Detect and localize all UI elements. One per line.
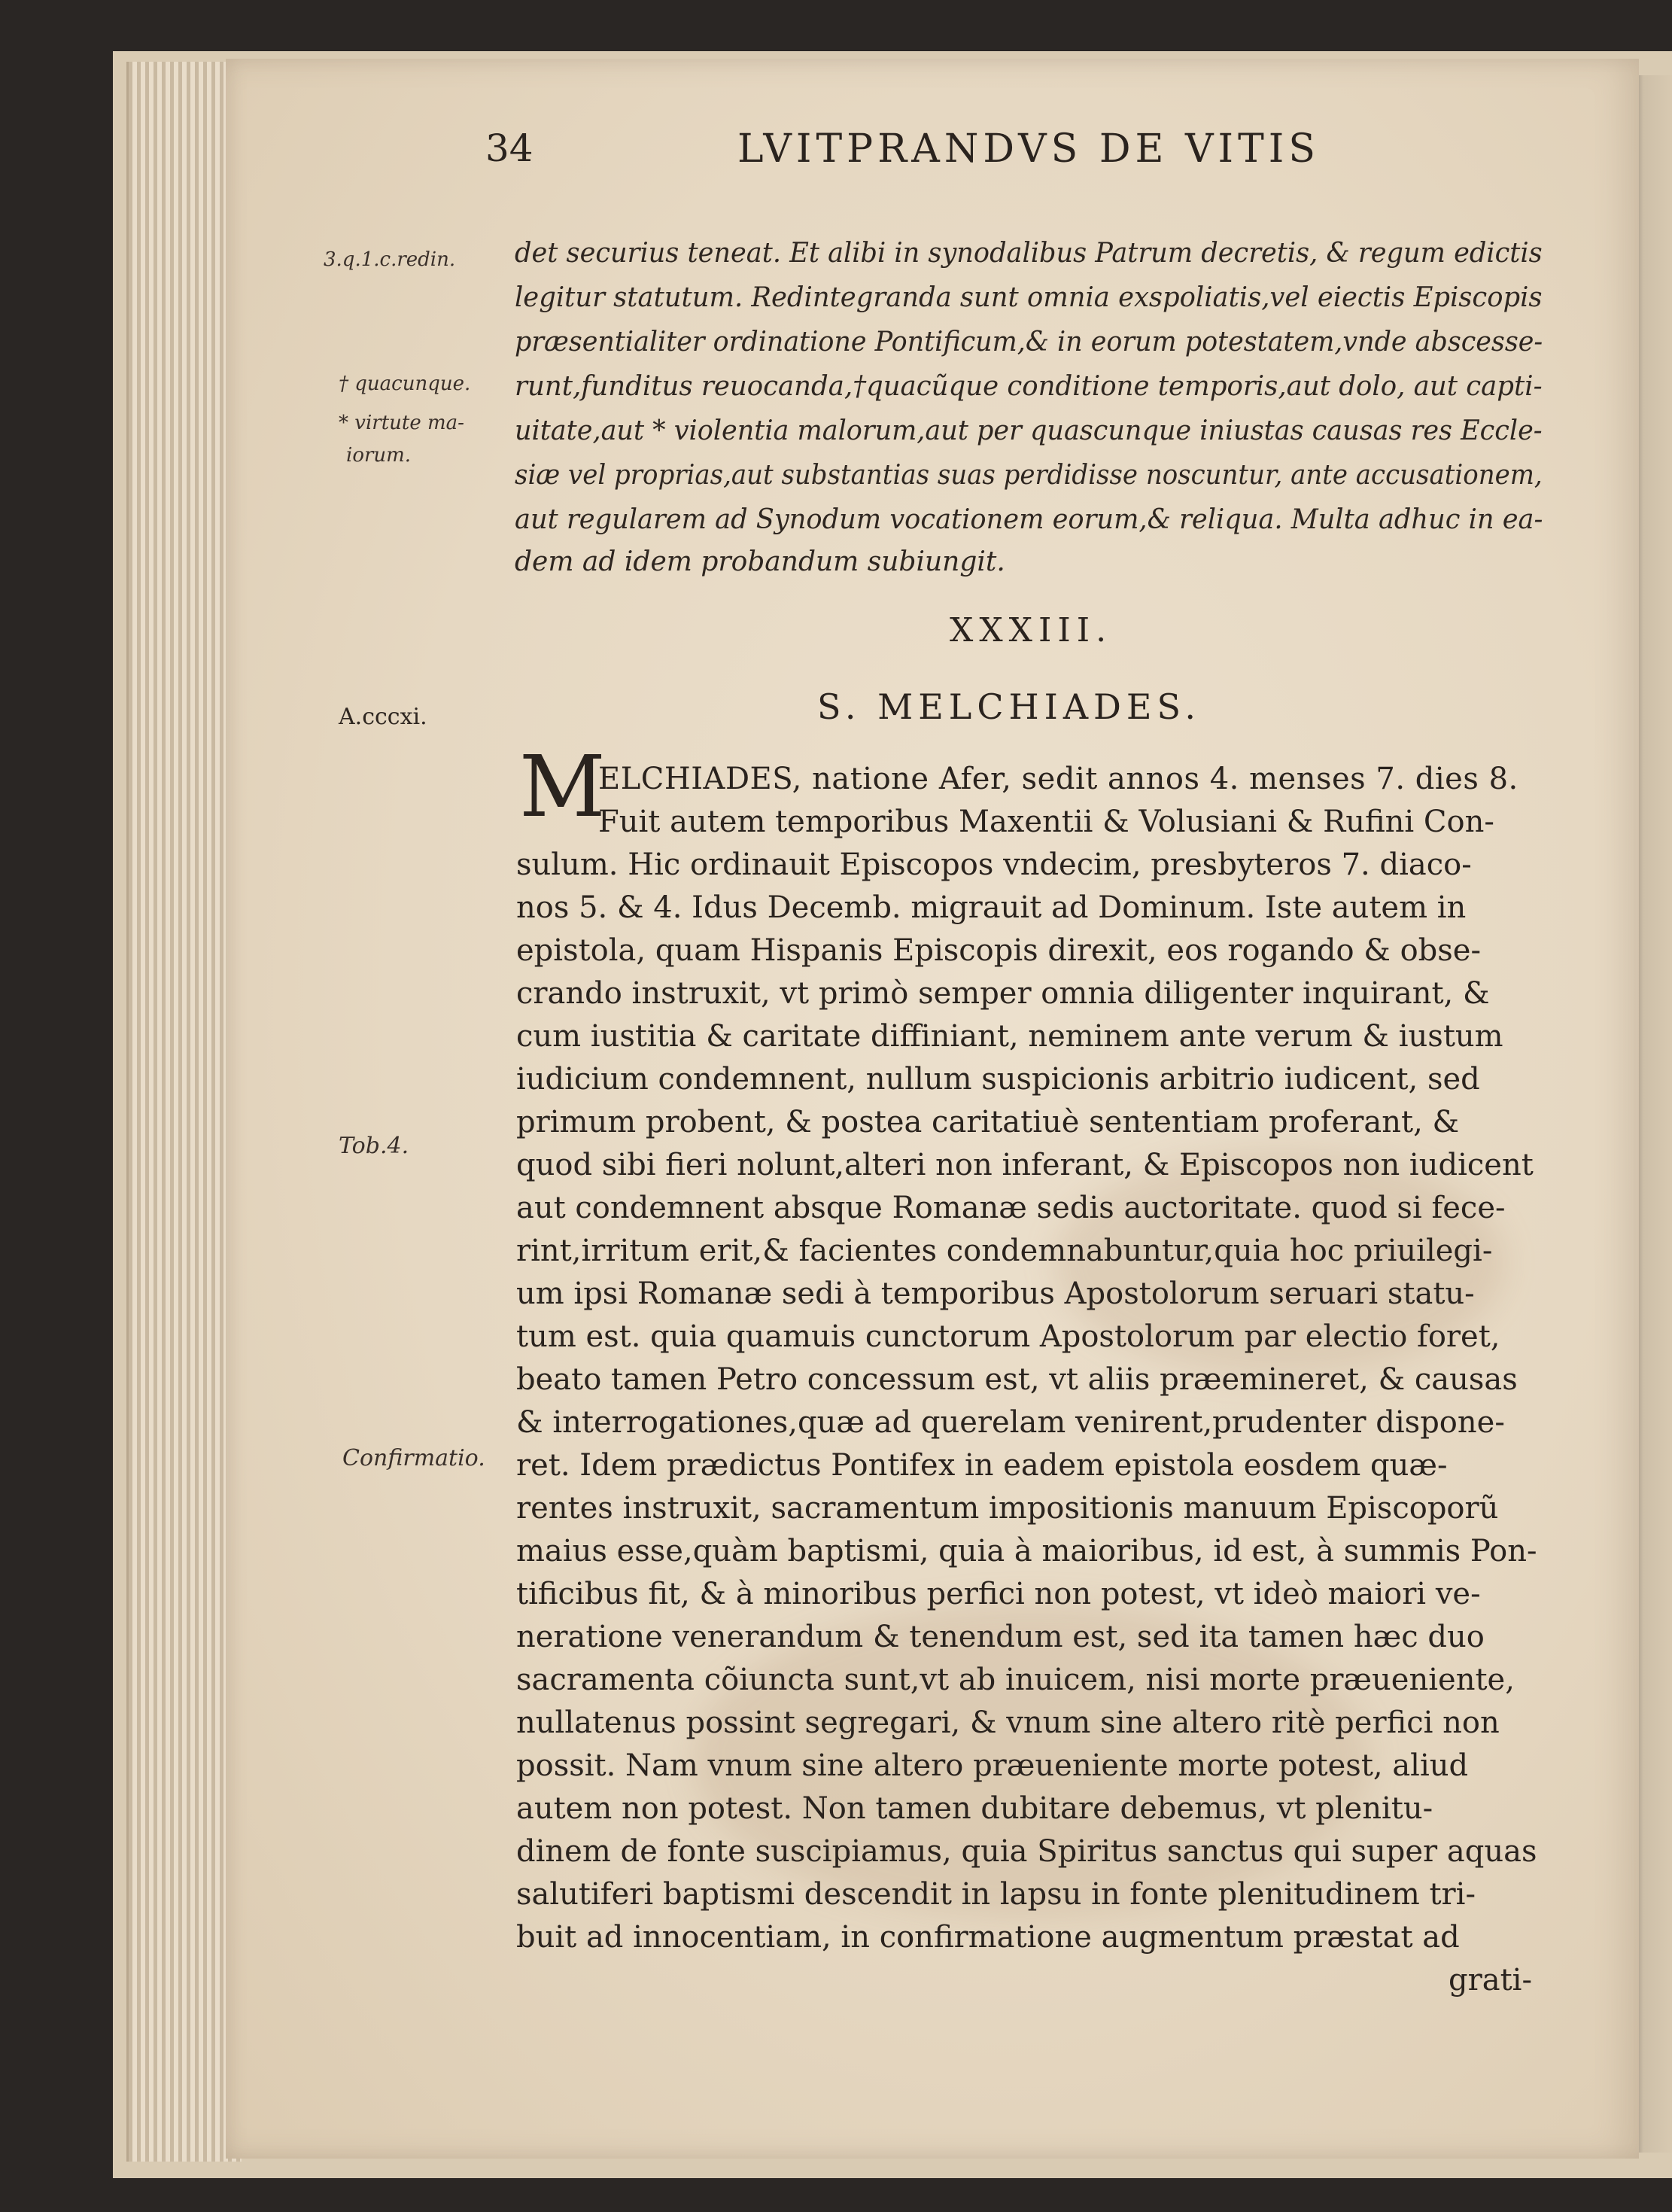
- body-line: quod sibi fieri nolunt,alteri non inferant, & Episcopos non iudicent: [516, 1148, 1534, 1182]
- body-line: aut condemnent absque Romanæ sedis auctoritate. quod si fece-: [516, 1191, 1506, 1225]
- body-line: rentes instruxit, sacramentum impositionis manuum Episcoporũ: [516, 1491, 1499, 1526]
- body-line: maius esse,quàm baptismi, quia à maioribus, id est, à summis Pon-: [516, 1534, 1537, 1568]
- italic-line: siæ vel proprias,aut substantias suas perdidisse noscuntur, ante accusationem,: [515, 460, 1543, 491]
- page-edges: [126, 62, 242, 2162]
- body-line: nullatenus possint segregari, & vnum sine altero ritè perfici non: [516, 1705, 1500, 1740]
- body-line: buit ad innocentiam, in confirmatione augmentum præstat ad: [516, 1920, 1460, 1955]
- body-line: autem non potest. Non tamen dubitare debemus, vt plenitu-: [516, 1791, 1433, 1826]
- body-line: um ipsi Romanæ sedi à temporibus Apostolorum seruari statu-: [516, 1276, 1475, 1311]
- margin-note-quacunque: † quacunque.: [339, 373, 471, 395]
- body-line: cum iustitia & caritate diffiniant, neminem ante verum & iustum: [516, 1019, 1503, 1054]
- catchword: grati-: [1449, 1963, 1532, 1997]
- body-line: primum probent, & postea caritatiuè sententiam proferant, &: [516, 1105, 1460, 1139]
- body-line: rint,irritum erit,& facientes condemnabuntur,quia hoc priuilegi-: [516, 1234, 1493, 1268]
- italic-line: præsentialiter ordinatione Pontificum,& in eorum potestatem,vnde abscesse-: [515, 327, 1543, 358]
- margin-note-virtute: * virtute ma-: [339, 412, 464, 434]
- italic-line: dem ad idem probandum subiungit.: [515, 546, 1005, 577]
- body-line: ELCHIADES, natione Afer, sedit annos 4. menses 7. dies 8.: [598, 762, 1518, 796]
- chapter-title: S. MELCHIADES.: [817, 686, 1202, 727]
- body-line: possit. Nam vnum sine altero præueniente morte potest, aliud: [516, 1748, 1469, 1783]
- body-line: sacramenta cõiuncta sunt,vt ab inuicem, nisi morte præueniente,: [516, 1663, 1515, 1697]
- italic-line: legitur statutum. Redintegranda sunt omnia exspoliatis,vel eiectis Episcopis: [515, 282, 1543, 313]
- body-line: crando instruxit, vt primò semper omnia diligenter inquirant, &: [516, 976, 1490, 1011]
- margin-note-tobias: Tob.4.: [339, 1133, 409, 1159]
- body-line: dinem de fonte suscipiamus, quia Spiritus sanctus qui super aquas: [516, 1834, 1537, 1869]
- italic-line: det securius teneat. Et alibi in synodalibus Patrum decretis, & regum edictis: [515, 238, 1543, 269]
- margin-note-reference: 3.q.1.c.redin.: [324, 248, 456, 271]
- body-line: tificibus fit, & à minoribus perfici non potest, vt ideò maiori ve-: [516, 1577, 1481, 1611]
- body-line: ret. Idem prædictus Pontifex in eadem epistola eosdem quæ-: [516, 1448, 1448, 1483]
- body-line: Fuit autem temporibus Maxentii & Volusiani & Rufini Con-: [598, 805, 1494, 839]
- margin-note-iorum: iorum.: [346, 444, 412, 467]
- body-line: iudicium condemnent, nullum suspicionis arbitrio iudicent, sed: [516, 1062, 1480, 1097]
- italic-line: uitate,aut * violentia malorum,aut per quascunque iniustas causas res Eccle-: [515, 415, 1543, 446]
- body-line: tum est. quia quamuis cunctorum Apostolorum par electio foret,: [516, 1319, 1500, 1354]
- body-line: & interrogationes,quæ ad querelam venirent,prudenter dispone-: [516, 1405, 1505, 1440]
- body-line: sulum. Hic ordinauit Episcopos vndecim, presbyteros 7. diaco-: [516, 847, 1472, 882]
- body-line: epistola, quam Hispanis Episcopis direxit, eos rogando & obse-: [516, 933, 1481, 968]
- margin-note-confirmatio: Confirmatio.: [342, 1445, 485, 1471]
- body-line: beato tamen Petro concessum est, vt aliis præemineret, & causas: [516, 1362, 1518, 1397]
- body-line: neratione venerandum & tenendum est, sed ita tamen hæc duo: [516, 1620, 1485, 1654]
- body-line: salutiferi baptismi descendit in lapsu in fonte plenitudinem tri-: [516, 1877, 1476, 1912]
- margin-note-year: A.cccxi.: [339, 704, 427, 730]
- body-line: nos 5. & 4. Idus Decemb. migrauit ad Dominum. Iste autem in: [516, 890, 1467, 925]
- drop-cap: M: [519, 738, 606, 836]
- italic-line: runt,funditus reuocanda,†quacũque conditione temporis,aut dolo, aut capti-: [515, 371, 1543, 402]
- running-title: LVITPRANDVS DE VITIS: [737, 126, 1320, 172]
- chapter-number: XXXIII.: [950, 611, 1113, 650]
- page-number: 34: [485, 126, 534, 170]
- italic-line: aut regularem ad Synodum vocationem eorum,& reliqua. Multa adhuc in ea-: [515, 504, 1543, 535]
